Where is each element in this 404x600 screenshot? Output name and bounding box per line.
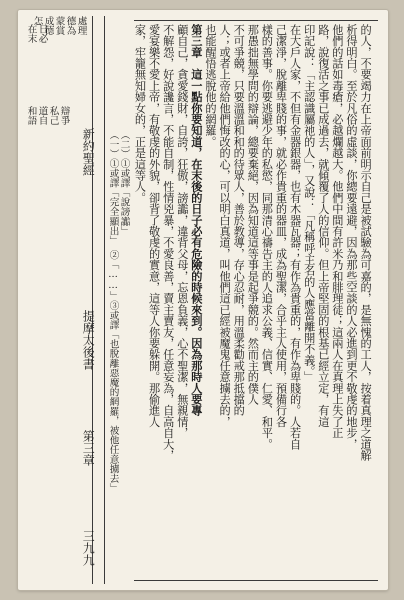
running-head-chapter: 第三章	[81, 430, 96, 466]
side-note-1: 道自	[36, 106, 48, 126]
body-bottom-rule	[134, 580, 378, 581]
header-note-1: 成德	[42, 16, 54, 36]
running-head-epistle: 提摩太後書	[81, 310, 96, 370]
body-column: 不解怨，好說讒言，不能自制，性情兇暴，不愛良善，賣主賣友，任意妄為，自高自大，	[161, 24, 175, 461]
side-note-4: 在末	[25, 24, 37, 44]
body-column: 不可爭競，只要溫溫和和的待眾人，善於教導，存心忍耐，用溫柔勸戒那抵擋的	[232, 24, 246, 416]
header-note-3: 德為	[64, 16, 76, 36]
body-column: 愛宴樂不愛上帝，有敬虔的外貌，卻背了敬虔的實意，這等人你要躲開。那偷進人	[147, 24, 161, 428]
body-top-rule	[134, 20, 378, 21]
body-column: 他們的話如毒瘡，必越爛越大。他們中間有許米乃和腓理徒；這兩人在真理上失了正	[330, 24, 344, 439]
body-column: 也能醒悟逃脫他的網羅。	[204, 24, 217, 148]
body-column: 在大戶人家，不但有金器銀器，也有木器瓦器；有作為貴重的，有作為卑賤的。人若自	[288, 24, 302, 450]
header-note-2: 蒙賞	[53, 16, 65, 36]
running-head-book: 新約聖經	[81, 128, 96, 176]
header-note-0: 怎	[31, 16, 43, 26]
footnote-1: （一）①或譯「完全顯出」 ②「……」③或譯「也脫離惡魔的網羅，被他任意擄去」	[107, 130, 119, 493]
body-column: 那愚拙無學問的辯論，總要棄絕，因為知道這等事是起爭競的。然而主的僕人	[246, 24, 260, 405]
body-column: 析得明白。至於凡俗的虛談，你總要遠避，因為那些空談的人必進到更不敬虔的地步，	[345, 24, 358, 450]
body-column: 第三章 這一點你要知道，在末後的日子必有危險的時候來到。因為那時人要專	[189, 24, 204, 416]
side-note-3: 辯爭	[58, 106, 70, 126]
running-head-rule	[92, 16, 93, 584]
body-column: 的人，不要竭力在上帝面前明示自己是被試驗為可嘉的，是無愧的工人，按着真理之道解	[359, 24, 373, 461]
page-number: 三九九	[81, 530, 96, 566]
body-column: 人；或者上帝給他們悔改的心，可以明白真道，叫他們這已經被魔鬼任意擄去的，	[218, 24, 232, 428]
body-column: 印記說：「主認識屬祂的人」，又說：「凡稱呼主名的人應當離開不義。」	[302, 24, 316, 383]
side-note-0: 和語	[25, 106, 37, 126]
scripture-page	[18, 10, 388, 590]
header-note-4: 處理	[75, 16, 87, 36]
footnote-2: （二）①或譯「說謗讟」	[118, 130, 130, 236]
body-column: 家，牢籠無知婦女的，正是這等人。	[133, 24, 147, 204]
side-note-2: 私己	[47, 106, 59, 126]
body-column: 樣的善事。你要逃避少年的私慾，同那清心禱告主的人追求公義、信實、仁愛、和平。	[260, 24, 274, 450]
body-column: 路，說復活之事已成過去，就傾覆了人的信仰。但上帝堅固的根基已經立定，有這	[316, 24, 330, 428]
body-column: 己潔淨，脫離卑賤的事，就必作貴重的器皿，成為聖潔，合乎主人使用，預備行各	[274, 24, 288, 428]
side-note-5: 日必	[36, 24, 48, 44]
body-column: 顧自己，貪愛錢財，自誇，狂傲，謗讟，違背父母，忘恩負義，心不聖潔，無親情，	[175, 24, 189, 439]
footnote-rule	[104, 16, 105, 584]
